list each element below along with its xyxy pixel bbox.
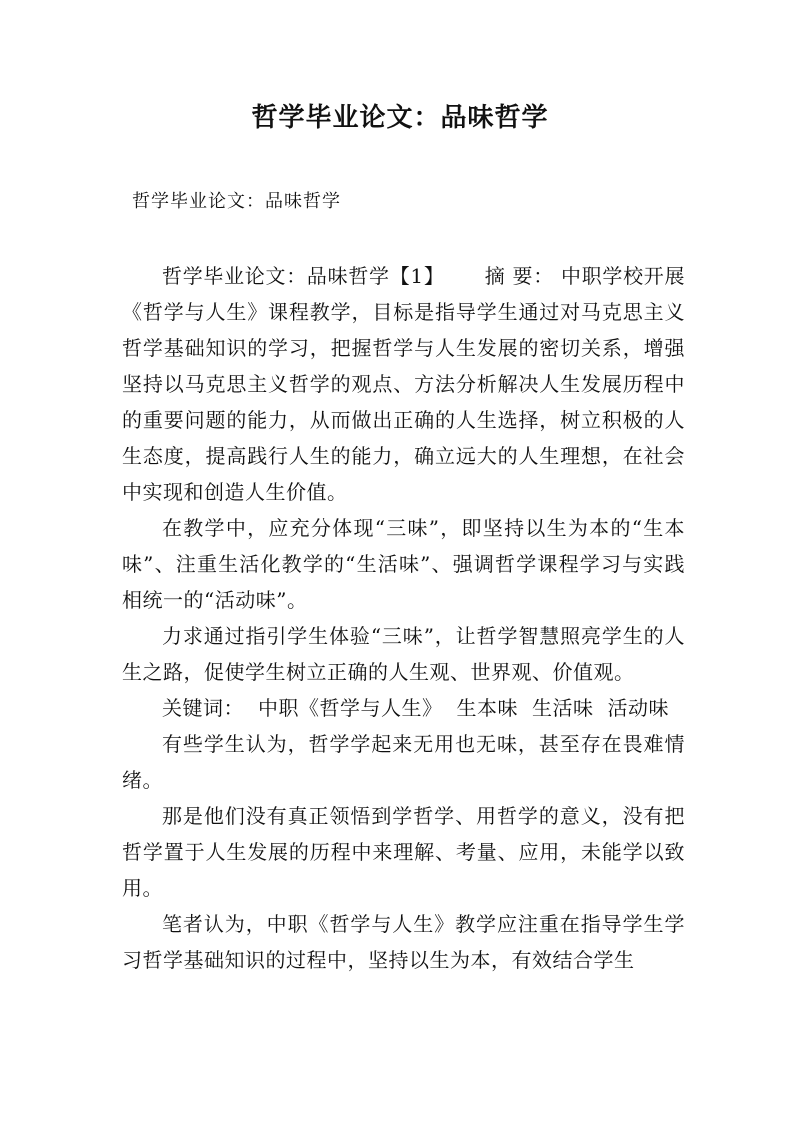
keyword-item: 活动味 bbox=[607, 696, 669, 720]
keyword-item: 生活味 bbox=[532, 696, 594, 720]
body-paragraph: 笔者认为，中职《哲学与人生》教学应注重在指导学生学习哲学基础知识的过程中，坚持以生为本，有效结合学生 bbox=[122, 912, 685, 972]
body-paragraph: 在教学中，应充分体现“三味”，即坚持以生为本的“生本味”、注重生活化教学的“生活味”、强调哲学课程学习与实践相统一的“活动味”。 bbox=[122, 516, 685, 612]
abstract-text: 中职学校开展《哲学与人生》课程教学，目标是指导学生通过对马克思主义哲学基础知识的学习，把握哲学与人生发展的密切关系，增强坚持以马克思主义哲学的观点、方法分析解决人生发展历程中的重要问题的能力，从而做出正确的人生选择，树立积极的人生态度，提高践行人生的能力，确立远大的人生理想，在社会中实现和创造人生价值。 bbox=[122, 264, 686, 504]
keyword-item: 生本味 bbox=[456, 696, 518, 720]
body-paragraph: 那是他们没有真正领悟到学哲学、用哲学的意义，没有把哲学置于人生发展的历程中来理解、考量、应用，未能学以致用。 bbox=[122, 804, 685, 900]
keywords-line bbox=[122, 690, 685, 726]
keyword-item: 中职《哲学与人生》 bbox=[258, 696, 443, 720]
keywords-label: 关键词： bbox=[162, 696, 244, 720]
document-title: 哲学毕业论文：品味哲学 bbox=[251, 103, 549, 133]
abstract-label: 摘 要： bbox=[484, 264, 554, 288]
body-paragraph: 力求通过指引学生体验“三味”，让哲学智慧照亮学生的人生之路，促使学生树立正确的人生观、世界观、价值观。 bbox=[122, 624, 685, 684]
document-body bbox=[122, 258, 685, 978]
body-paragraph: 有些学生认为，哲学学起来无用也无味，甚至存在畏难情绪。 bbox=[122, 732, 685, 792]
abstract-heading: 哲学毕业论文：品味哲学【1】 bbox=[162, 264, 445, 288]
abstract-paragraph bbox=[122, 258, 685, 510]
document-subtitle: 哲学毕业论文：品味哲学 bbox=[132, 191, 341, 212]
